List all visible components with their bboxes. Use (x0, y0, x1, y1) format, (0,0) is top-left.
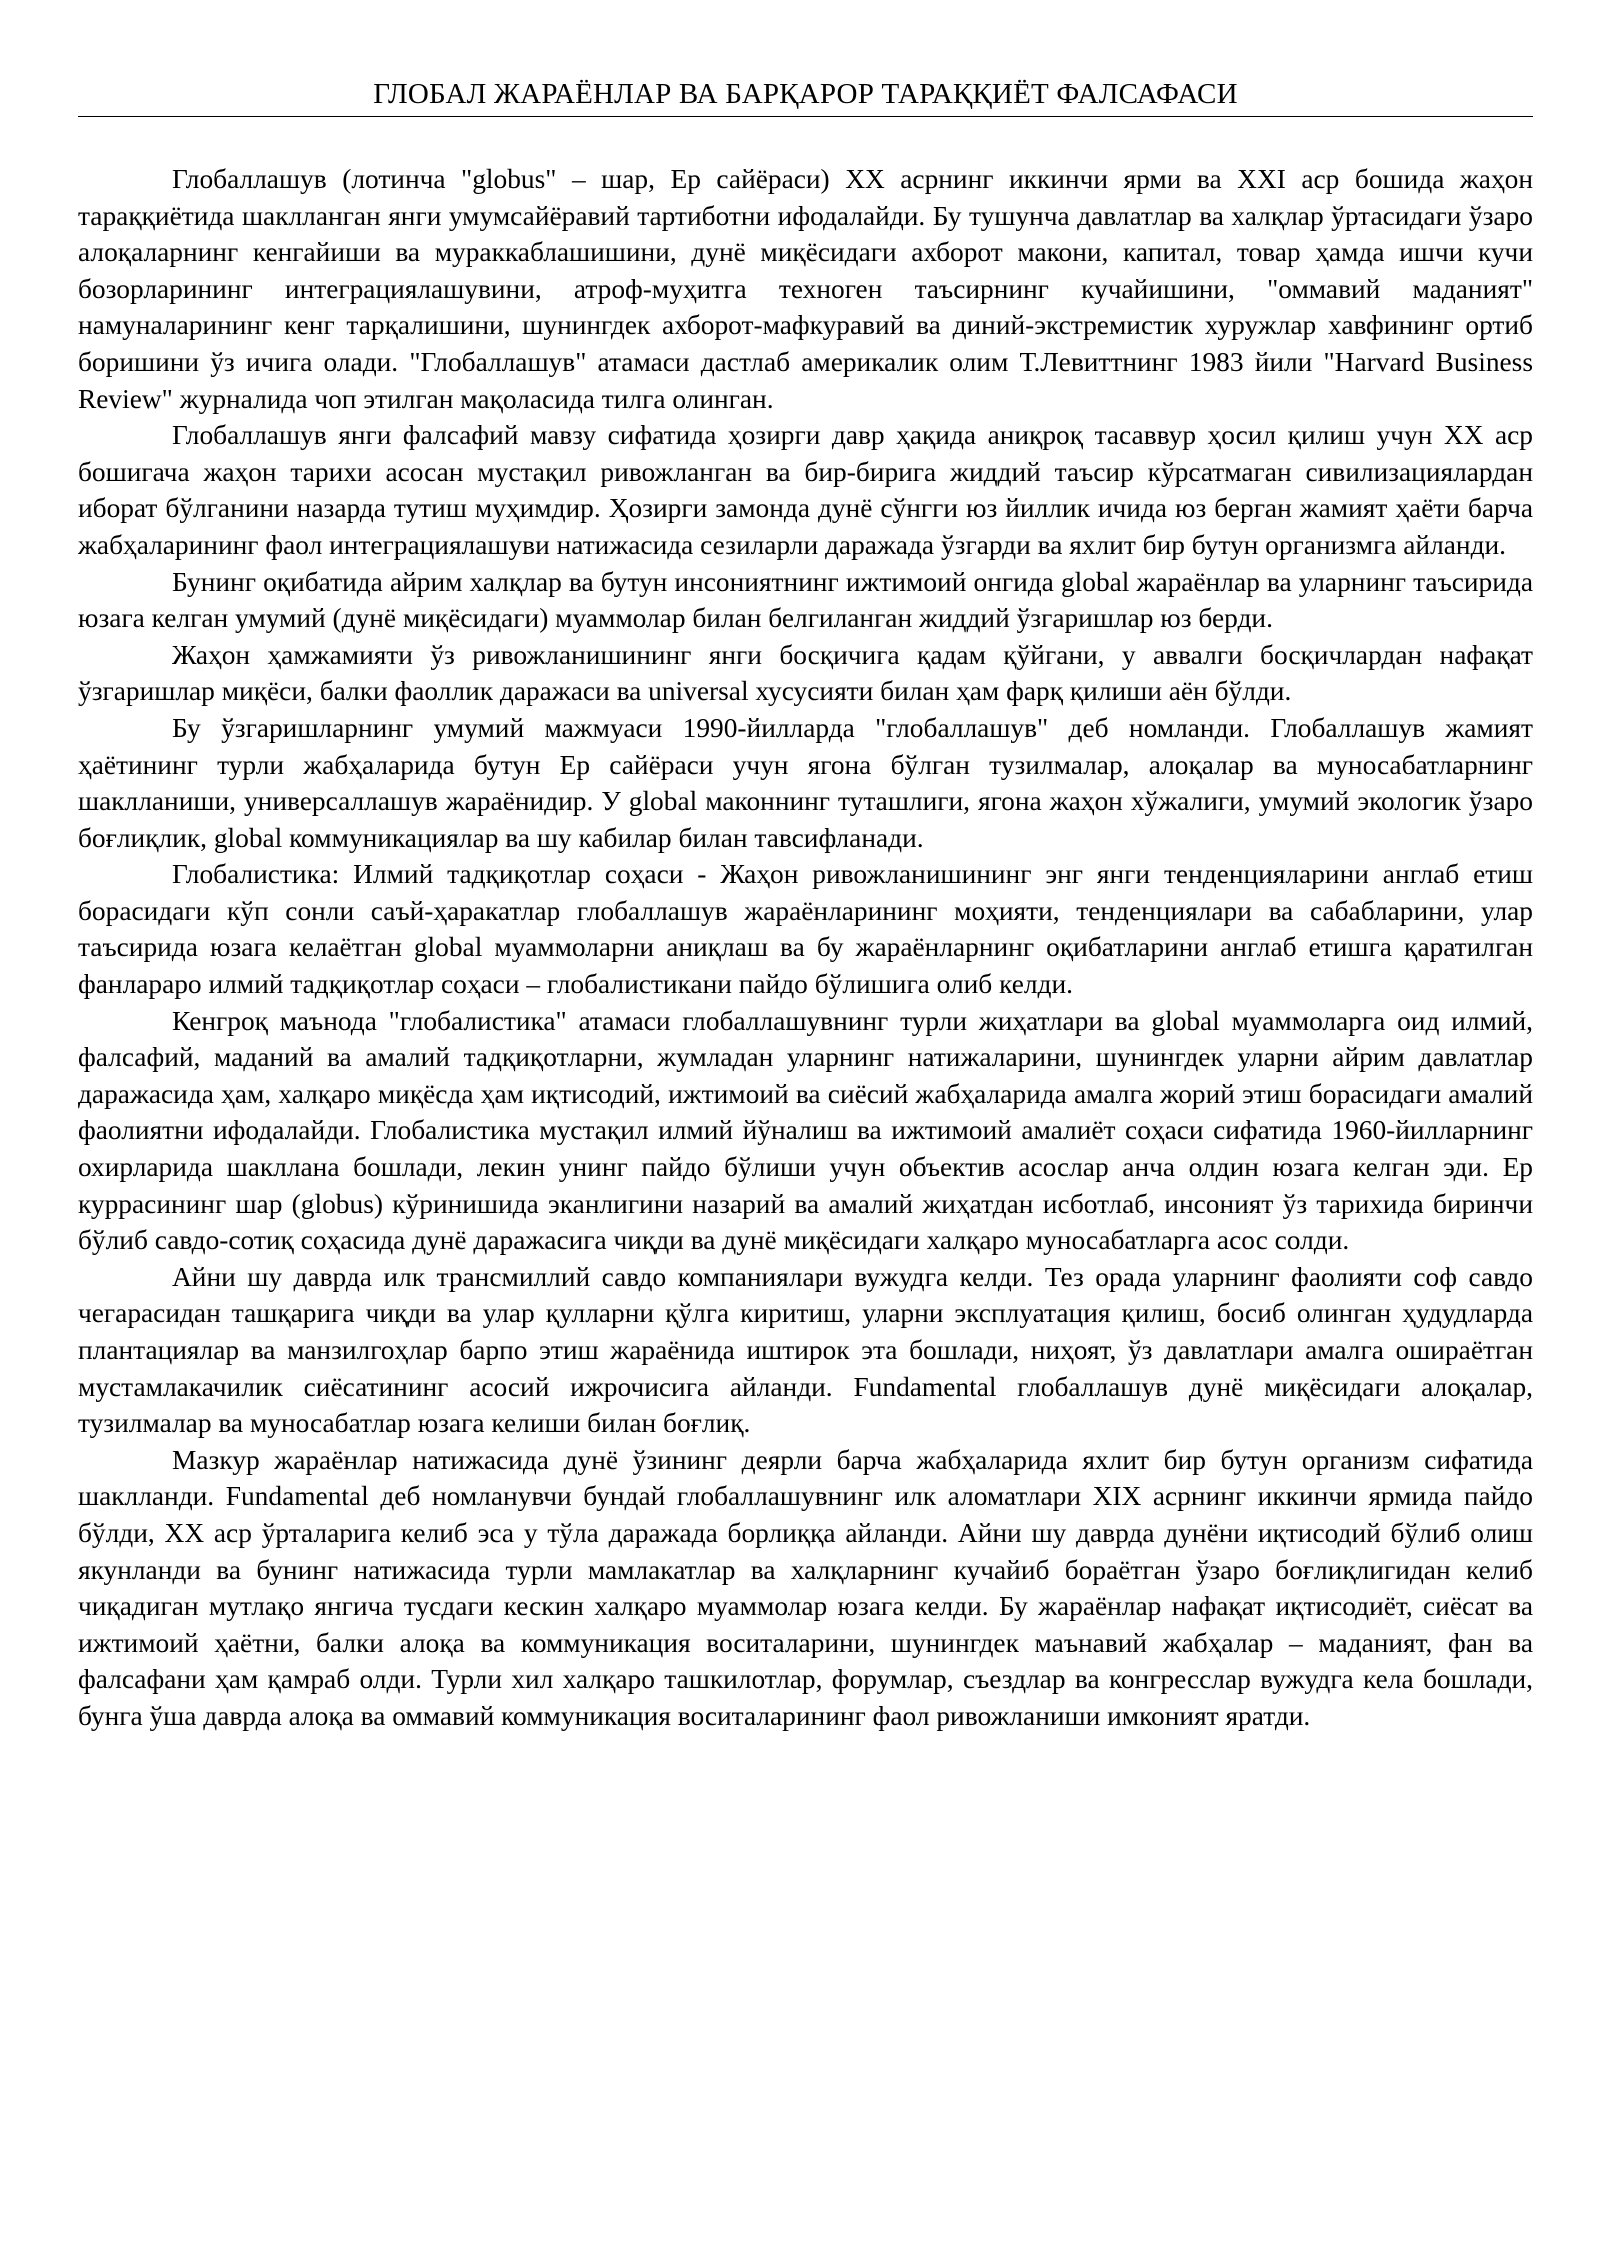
paragraph: Бунинг оқибатида айрим халқлар ва бутун инсониятнинг ижтимоий онгида global жараёнлар ва уларнинг таъсирида юзага келган умумий (дунё миқёсидаги) муаммолар билан белгиланган жиддий ўзгаришлар юз берди. (78, 566, 1533, 634)
paragraph: Глобаллашув янги фалсафий мавзу сифатида ҳозирги давр ҳақида аниқроқ тасаввур ҳосил қилиш учун XX аср бошигача жаҳон тарихи асосан мустақил ривожланган ва бир-бирига жиддий таъсир кўрсатмаган сивилизациялардан иборат бўлганини назарда тутиш муҳимдир. Ҳозирги замонда дунё сўнгги юз йиллик ичида юз берган жамият ҳаёти барча жабҳаларининг фаол интеграциялашуви натижасида сезиларли даражада ўзгарди ва яхлит бир бутун организмга айланди. (78, 420, 1533, 560)
page-header: ГЛОБАЛ ЖАРАЁНЛАР ВА БАРҚАРОР ТАРАҚҚИЁТ ФАЛСАФАСИ (78, 72, 1533, 117)
document-body (78, 161, 1533, 1735)
paragraph: Мазкур жараёнлар натижасида дунё ўзининг деярли барча жабҳаларида яхлит бир бутун организм сифатида шаклланди. Fundamental деб номланувчи бундай глобаллашувнинг илк аломатлари XIX асрнинг иккинчи ярмида пайдо бўлди, XX аср ўрталарига келиб эса у тўла даражада борлиққа айланди. Айни шу даврда дунёни иқтисодий бўлиб олиш якунланди ва бунинг натижасида турли мамлакатлар ва халқларнинг кучайиб бораётган ўзаро боғлиқлигидан келиб чиқадиган мутлақо янгича тусдаги кескин халқаро муаммолар юзага келди. Бу жараёнлар нафақат иқтисодиёт, сиёсат ва ижтимоий ҳаётни, балки алоқа ва коммуникация воситаларини, шунингдек маънавий жабҳалар – маданият, фан ва фалсафани ҳам қамраб олди. Турли хил халқаро ташкилотлар, форумлар, съездлар ва конгресслар вужудга кела бошлади, бунга ўша даврда алоқа ва оммавий коммуникация воситаларининг фаол ривожланиши имконият яратди. (78, 1444, 1533, 1731)
paragraph: Глобаллашув (лотинча "globus" – шар, Ер сайёраси) XX асрнинг иккинчи ярми ва XXI аср бошида жаҳон тараққиётида шаклланган янги умумсайёравий тартиботни ифодалайди. Бу тушунча давлатлар ва халқлар ўртасидаги ўзаро алоқаларнинг кенгайиши ва мураккаблашишини, дунё миқёсидаги ахборот макони, капитал, товар ҳамда ишчи кучи бозорларининг интеграциялашувини, атроф-муҳитга техноген таъсирнинг кучайишини, "оммавий маданият" намуналарининг кенг тарқалишини, шунингдек ахборот-мафкуравий ва диний-экстремистик хуружлар хавфининг ортиб боришини ўз ичига олади. "Глобаллашув" атамаси дастлаб америкалик олим Т.Левиттнинг 1983 йили "Harvard Business Review" журналида чоп этилган мақоласида тилга олинган. (78, 164, 1533, 414)
paragraph: Айни шу даврда илк трансмиллий савдо компаниялари вужудга келди. Тез орада уларнинг фаолияти соф савдо чегарасидан ташқарига чиқди ва улар қулларни қўлга киритиш, уларни эксплуатация қилиш, босиб олинган ҳудудларда плантациялар ва манзилгоҳлар барпо этиш жараёнида иштирок эта бошлади, ниҳоят, ўз давлатлари амалга ошираётган мустамлакачилик сиёсатининг асосий ижрочисига айланди. Fundamental глобаллашув дунё миқёсидаги алоқалар, тузилмалар ва муносабатлар юзага келиши билан боғлиқ. (78, 1261, 1533, 1439)
paragraph: Бу ўзгаришларнинг умумий мажмуаси 1990-йилларда "глобаллашув" деб номланди. Глобаллашув жамият ҳаётининг турли жабҳаларида бутун Ер сайёраси учун ягона бўлган тузилмалар, алоқалар ва муносабатларнинг шаклланиши, универсаллашув жараёнидир. У global маконнинг туташлиги, ягона жаҳон хўжалиги, умумий экологик ўзаро боғлиқлик, global коммуникациялар ва шу кабилар билан тавсифланади. (78, 712, 1533, 853)
document-page (78, 0, 1533, 1735)
paragraph: Кенгроқ маънода "глобалистика" атамаси глобаллашувнинг турли жиҳатлари ва global муаммоларга оид илмий, фалсафий, маданий ва амалий тадқиқотларни, жумладан уларнинг натижаларини, шунингдек уларни айрим давлатлар даражасида ҳам, халқаро миқёсда ҳам иқтисодий, ижтимоий ва сиёсий жабҳаларида амалга жорий этиш борасидаги амалий фаолиятни ифодалайди. Глобалистика мустақил илмий йўналиш ва ижтимоий амалиёт соҳаси сифатида 1960-йилларнинг охирларида шакллана бошлади, лекин унинг пайдо бўлиши учун объектив асослар анча олдин юзага келган эди. Ер куррасининг шар (globus) кўринишида эканлигини назарий ва амалий жиҳатдан исботлаб, инсоният ўз тарихида биринчи бўлиб савдо-сотиқ соҳасида дунё даражасига чиқди ва дунё миқёсидаги халқаро муносабатларга асос солди. (78, 1005, 1533, 1256)
paragraph: Глобалистика: Илмий тадқиқотлар соҳаси - Жаҳон ривожланишининг энг янги тенденцияларини англаб етиш борасидаги кўп сонли саъй-ҳаракатлар глобаллашув жараёнларининг моҳияти, тенденциялари ва сабабларини, улар таъсирида юзага келаётган global муаммоларни аниқлаш ва бу жараёнларнинг оқибатларини англаб етишга қаратилган фанлараро илмий тадқиқотлар соҳаси – глобалистикани пайдо бўлишига олиб келди. (78, 859, 1533, 1000)
paragraph: Жаҳон ҳамжамияти ўз ривожланишининг янги босқичига қадам қўйгани, у аввалги босқичлардан нафақат ўзгаришлар миқёси, балки фаоллик даражаси ва universal хусусияти билан ҳам фарқ қилиши аён бўлди. (78, 639, 1533, 707)
